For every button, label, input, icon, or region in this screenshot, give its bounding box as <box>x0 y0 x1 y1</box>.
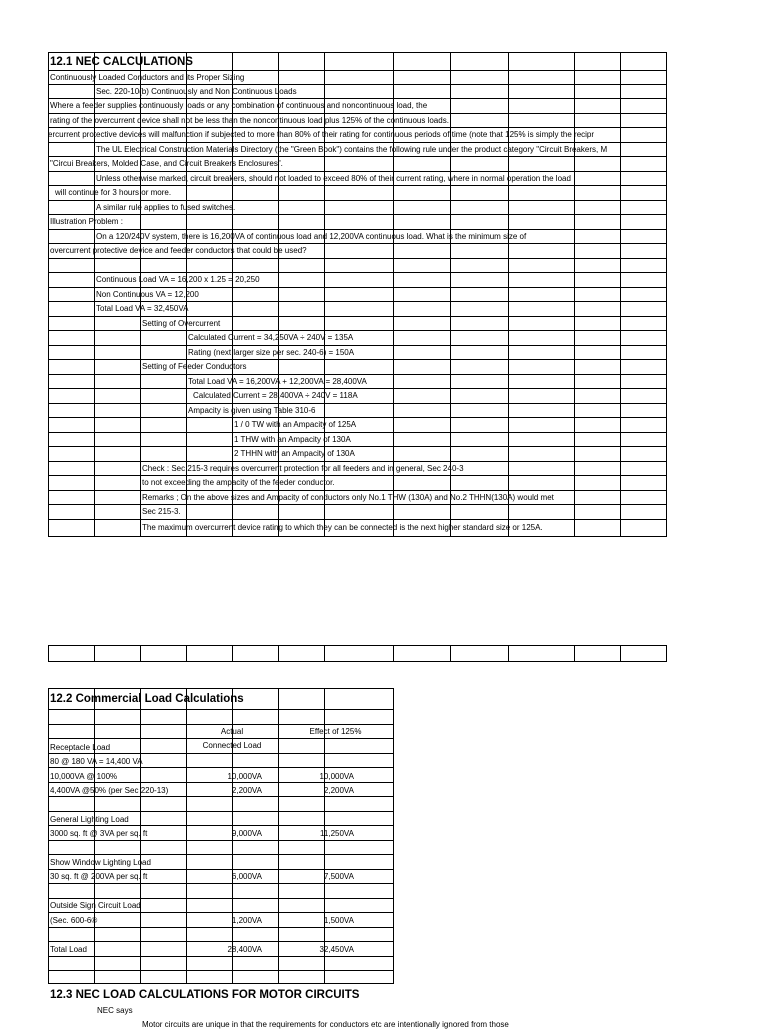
effect-value: 2,200VA <box>323 786 354 795</box>
text-line: Ampacity is given using Table 310-6 <box>188 406 316 415</box>
text-line: Unless otherwise marked, circuit breakers, should not loaded to exceed 80% of their current rating, where in normal operation the load <box>96 174 571 183</box>
row-label: 10,000VA @ 100% <box>50 772 118 781</box>
text-line: Setting of Overcurrent <box>142 319 221 328</box>
text-line: Check : Sec 215-3 requires overcurrent protection for all feeders and in general, Sec 240-3 <box>142 464 464 473</box>
effect-value: 11,250VA <box>320 829 354 838</box>
section-title: 12.1 NEC CALCULATIONS <box>50 56 193 68</box>
row-label: 3000 sq. ft @ 3VA per sq. ft <box>50 829 148 838</box>
row-label: Total Load <box>50 945 87 954</box>
text-line: Continuous Load VA = 16,200 x 1.25 = 20,250 <box>96 275 260 284</box>
actual-value: 9,000VA <box>231 829 262 838</box>
text-line: 1 / 0 TW with an Ampacity of 125A <box>234 420 357 429</box>
actual-value: 2,200VA <box>231 786 262 795</box>
actual-value: 28,400VA <box>227 945 262 954</box>
text-line: Continuously Loaded Conductors and its Proper Sizing <box>50 73 245 82</box>
text-line: 2 THHN with an Ampacity of 130A <box>234 449 355 458</box>
text-line: 1 THW with an Ampacity of 130A <box>234 435 351 444</box>
section-title: 12.2 Commercial Load Calculations <box>50 693 244 705</box>
column-header-actual: Actual <box>220 727 244 736</box>
text-line: overcurrent protective device and feeder conductors that could be used? <box>50 246 307 255</box>
row-label: General Lighting Load <box>50 815 129 824</box>
column-header-connected-load: Connected Load <box>202 741 262 750</box>
text-line: Illustration Problem : <box>50 217 123 226</box>
row-label: Show Window Lighting Load <box>50 858 151 867</box>
text-line: ercurrent protective devices will malfunction if subjected to more than 80% of their rating for continuous periods of time (note that 125% is simply the recipr <box>48 130 595 139</box>
column-header-effect: Effect of 125% <box>309 727 362 736</box>
effect-value: 7,500VA <box>323 872 354 881</box>
text-line: Rating (next larger size per sec. 240-6) = 150A <box>188 348 355 357</box>
text-line: will continue for 3 hours or more. <box>55 188 172 197</box>
text-line: Setting of Feeder Conductors <box>142 362 247 371</box>
text-line: Where a feeder supplies continuously loads or any combination of continuous and noncontinuous load, the <box>50 101 428 110</box>
row-label: 4,400VA @50% (per Sec 220-13) <box>50 786 169 795</box>
section-title: 12.3 NEC LOAD CALCULATIONS FOR MOTOR CIRCUITS <box>50 989 360 1001</box>
text-line: The UL Electrical Construction Materials Directory (the "Green Book") contains the following rule under the product category "Circuit Breakers, M <box>96 145 608 154</box>
effect-value: 32,450VA <box>319 945 354 954</box>
text-line: Calculated Current = 34,250VA ÷ 240V = 135A <box>188 333 354 342</box>
text-line: Sec. 220-10(b) Continuously and Non Continuous Loads <box>96 87 297 96</box>
row-label: (Sec. 600-6® <box>50 916 98 925</box>
text-line: NEC says <box>97 1006 133 1015</box>
text-line: Non Continuous VA = 12,200 <box>96 290 199 299</box>
actual-value: 6,000VA <box>231 872 262 881</box>
text-line: Sec 215-3. <box>142 507 181 516</box>
text-line: Calculated Current = 28,400VA ÷ 240V = 118A <box>193 391 358 400</box>
text-line: Total Load VA = 32,450VA <box>96 304 189 313</box>
effect-value: 1,500VA <box>323 916 354 925</box>
actual-value: 10,000VA <box>227 772 262 781</box>
row-label: Outside Sign Circuit Load <box>50 901 141 910</box>
text-line: "Circui Breakers, Molded Case, and Circuit Breakers Enclosures". <box>50 159 283 168</box>
actual-value: 1,200VA <box>231 916 262 925</box>
effect-value: 10,000VA <box>319 772 354 781</box>
text-line: rating of the overcurrent device shall not be less than the noncontinuous load plus 125% of the continuous loads. <box>50 116 449 125</box>
text-line: On a 120/240V system, there is 16,200VA of continuous load and 12,200VA continuous load. What is the minimum size of <box>96 232 527 241</box>
text-line: A similar rule applies to fused switches. <box>96 203 236 212</box>
text-line: The maximum overcurrent device rating to which they can be connected is the next higher standard size or 125A. <box>142 523 543 532</box>
row-label: Receptacle Load <box>50 743 111 752</box>
row-label: 80 @ 180 VA = 14,400 VA <box>50 757 143 766</box>
row-label: 30 sq. ft @ 200VA per sq. ft <box>50 872 148 881</box>
text-line: Remarks ; On the above sizes and Ampacity of conductors only No.1 THW (130A) and No.2 THHN(130A) would met <box>142 493 554 502</box>
text-line: Total Load VA = 16,200VA + 12,200VA = 28,400VA <box>188 377 367 386</box>
text-line: to not exceeding the ampacity of the feeder conductor. <box>142 478 335 487</box>
text-line: Motor circuits are unique in that the requirements for conductors etc are intentionally ignored from those <box>142 1020 509 1029</box>
